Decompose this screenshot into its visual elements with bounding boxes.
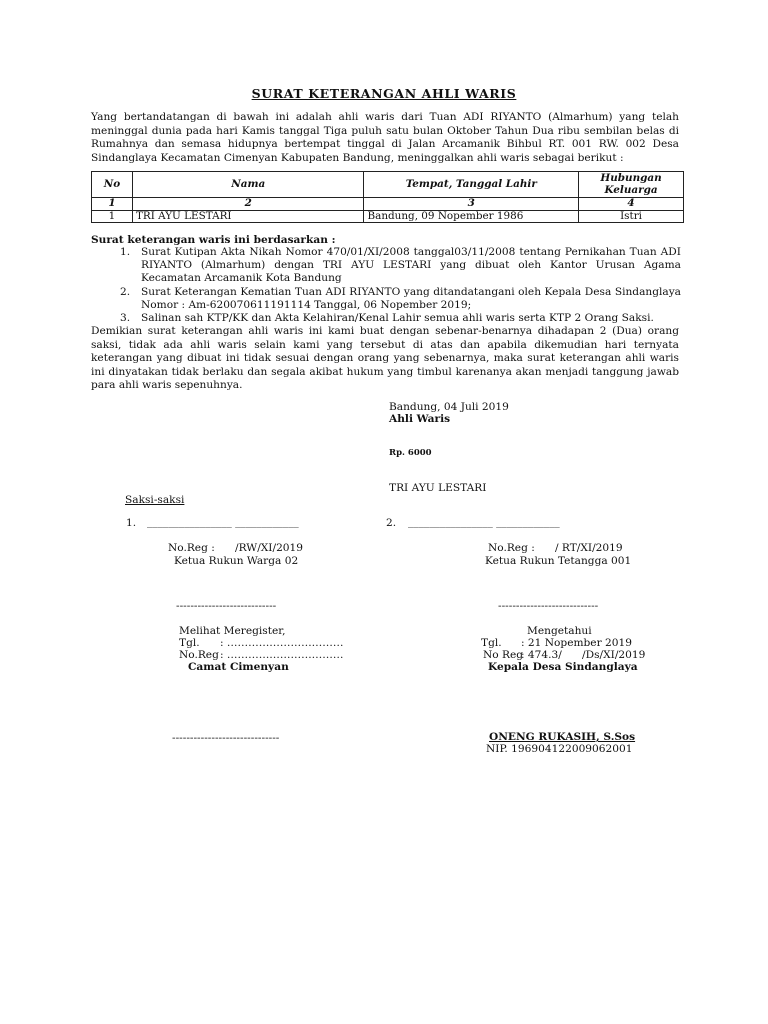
rt-reg-number: No.Reg : / RT/XI/2019 xyxy=(488,542,623,554)
camat-tgl-label: Tgl. xyxy=(179,637,200,649)
witness-1-line: ________________ ____________ xyxy=(147,516,299,528)
signer-name: TRI AYU LESTARI xyxy=(389,482,487,494)
column-number: 1 xyxy=(92,198,133,211)
cell-nama: TRI AYU LESTARI xyxy=(132,210,364,223)
column-number: 4 xyxy=(579,198,684,211)
basis-item-number: 2. xyxy=(120,285,131,298)
camat-reg-value: : …………………………… xyxy=(220,649,344,661)
cell-hubungan: Istri xyxy=(579,210,684,223)
closing-paragraph: Demikian surat keterangan ahli waris ini kami buat dengan sebenar-benarnya dihadapan 2 (Dua) orang saksi, tidak ada ahli waris selain kami yang tersebut di atas dan apabila dikemudian hari ternyata keterangan yang dibuat ini tidak sesuai dengan orang yang sebenarnya, maka surat keterangan ahli waris ini dinyatakan tidak berlaku dan segala akibat hukum yang timbul karenanya akan menjadi tanggung jawab para ahli waris sepenuhnya. xyxy=(91,325,679,392)
kades-title: Kepala Desa Sindanglaya xyxy=(488,661,638,673)
camat-title: Camat Cimenyan xyxy=(188,661,289,673)
column-number-row xyxy=(92,198,684,211)
rt-signature-line: ---------------------------- xyxy=(498,600,599,612)
signing-place-date: Bandung, 04 Juli 2019 xyxy=(389,401,509,413)
intro-paragraph: Yang bertandatangan di bawah ini adalah ahli waris dari Tuan ADI RIYANTO (Almarhum) yang telah meninggal dunia pada hari Kamis tanggal Tiga puluh satu bulan Oktober Tahun Dua ribu sembilan belas di Rumahnya dan semasa hidupnya bertempat tinggal di Jalan Arcamanik Bihbul RT. 001 RW. 002 Desa Sindanglaya Kecamatan Cimenyan Kabupaten Bandung, meninggalkan ahli waris sebagai berikut : xyxy=(91,111,679,164)
kades-name: ONENG RUKASIH, S.Sos xyxy=(489,731,636,743)
witness-2-number: 2. xyxy=(386,517,397,529)
camat-tgl-value: : …………………………… xyxy=(220,637,344,649)
header-ttl: Tempat, Tanggal Lahir xyxy=(364,172,579,198)
kades-nip: NIP. 196904122009062001 xyxy=(486,743,633,755)
table-row xyxy=(92,210,684,223)
column-number: 2 xyxy=(132,198,364,211)
column-number: 3 xyxy=(364,198,579,211)
witness-1-number: 1. xyxy=(126,517,137,529)
table-header-row xyxy=(92,172,684,198)
cell-ttl: Bandung, 09 Nopember 1986 xyxy=(364,210,579,223)
rw-signature-line: ---------------------------- xyxy=(176,600,277,612)
rw-title: Ketua Rukun Warga 02 xyxy=(174,555,299,567)
rw-reg-number: No.Reg : /RW/XI/2019 xyxy=(168,542,304,554)
camat-signature-line: ------------------------------ xyxy=(172,732,280,744)
basis-item xyxy=(91,246,681,286)
document-title: SURAT KETERANGAN AHLI WARIS xyxy=(251,86,517,101)
kades-heading: Mengetahui xyxy=(527,625,592,637)
camat-reg-label: No.Reg xyxy=(179,649,219,661)
header-no: No xyxy=(92,172,133,198)
witnesses-label: Saksi-saksi xyxy=(125,494,185,506)
kades-tgl-label: Tgl. xyxy=(481,637,502,649)
cell-no: 1 xyxy=(92,210,133,223)
basis-section xyxy=(91,234,681,325)
basis-item-text: Surat Keterangan Kematian Tuan ADI RIYANTO yang ditandatangani oleh Kepala Desa Sindanglaya Nomor : Am-620070611191114 Tanggal, 06 Nopember 2019; xyxy=(141,285,681,311)
witness-2-line: ________________ ____________ xyxy=(408,516,560,528)
basis-item-text: Salinan sah KTP/KK dan Akta Kelahiran/Kenal Lahir semua ahli waris serta KTP 2 Orang Saksi. xyxy=(141,312,654,325)
signing-role: Ahli Waris xyxy=(389,413,451,425)
kades-tgl-value: : 21 Nopember 2019 xyxy=(521,637,632,649)
rt-title: Ketua Rukun Tetangga 001 xyxy=(485,555,632,567)
kades-reg-value: : 474.3/ /Ds/XI/2019 xyxy=(521,649,646,661)
basis-label: Surat keterangan waris ini berdasarkan : xyxy=(91,234,336,246)
basis-item-number: 3. xyxy=(120,312,131,325)
basis-item-number: 1. xyxy=(120,246,131,258)
kades-reg-label: No Reg xyxy=(483,649,524,661)
basis-item xyxy=(91,286,681,312)
stamp-duty: Rp. 6000 xyxy=(389,448,432,458)
camat-heading: Melihat Meregister, xyxy=(179,625,286,637)
header-nama: Nama xyxy=(132,172,364,198)
header-hubungan: Hubungan Keluarga xyxy=(579,172,684,198)
heirs-table xyxy=(91,171,684,223)
basis-item xyxy=(91,312,681,325)
basis-item-text: Surat Kutipan Akta Nikah Nomor 470/01/XI/2008 tanggal03/11/2008 tentang Pernikahan Tuan ADI RIYANTO (Almarhum) dengan TRI AYU LESTARI yang dibuat oleh Kantor Urusan Agama Kecamatan Arcamanik Kota Bandung xyxy=(141,246,681,285)
